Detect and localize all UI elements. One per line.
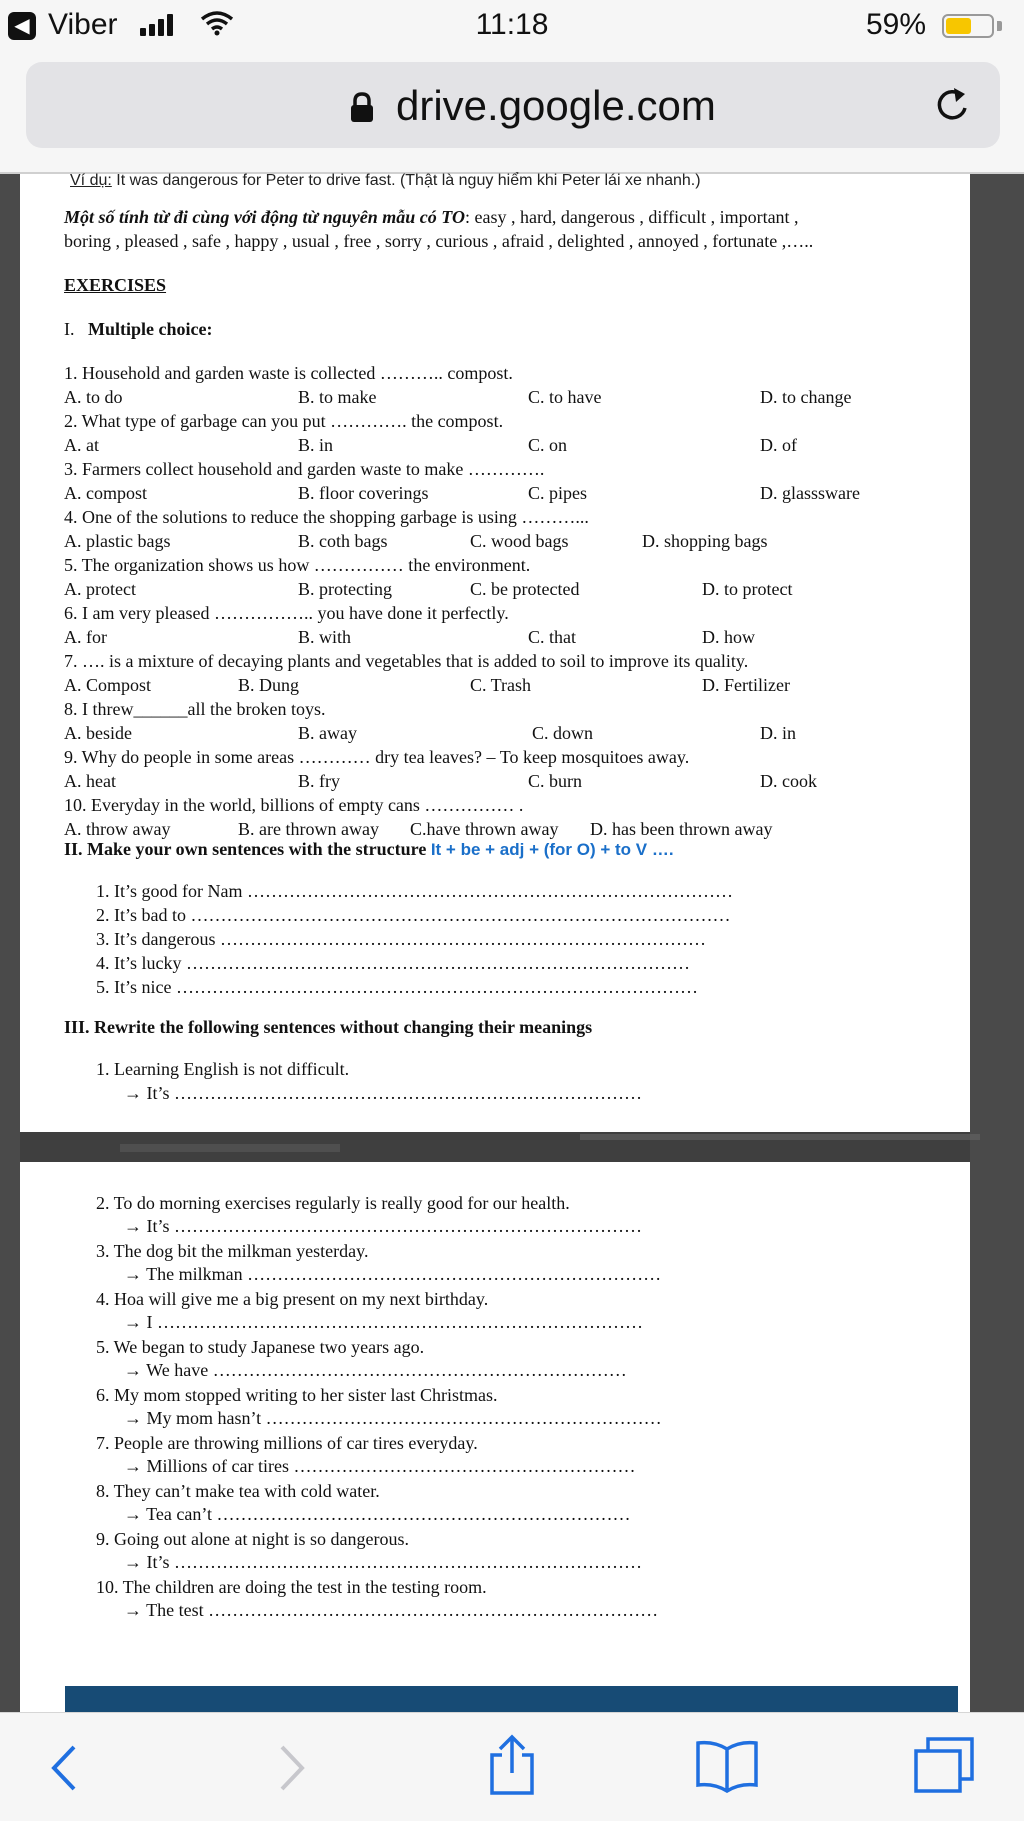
battery-tip — [997, 21, 1002, 31]
rewrite-sentence: 8. They can’t make tea with cold water. — [96, 1481, 380, 1501]
exercises-heading: EXERCISES — [64, 275, 167, 295]
option-a: A. to do — [64, 387, 123, 407]
page-footer-band — [65, 1686, 958, 1712]
question-text: 1. Household and garden waste is collected ……….. compost. — [64, 363, 513, 383]
forward-arrow-icon[interactable] — [276, 1743, 308, 1798]
option-b: B. floor coverings — [298, 483, 429, 503]
sentence-prompt: 2. It’s bad to ……………………………………………………………………………… — [96, 905, 731, 925]
option-a: A. Compost — [64, 675, 152, 695]
option-a: A. heat — [64, 771, 116, 791]
option-d: D. has been thrown away — [590, 819, 773, 839]
option-b: B. in — [298, 435, 334, 455]
option-c: C. be protected — [470, 579, 580, 599]
option-d: D. how — [702, 627, 755, 647]
option-b: B. with — [298, 627, 352, 647]
option-d: D. of — [760, 435, 797, 455]
rewrite-answer-line: → Millions of car tires ………………………………………………… — [124, 1456, 636, 1476]
option-a: A. for — [64, 627, 107, 647]
option-d: D. Fertilizer — [702, 675, 790, 695]
status-bar — [0, 0, 1024, 52]
question-text: 5. The organization shows us how …………… the environment. — [64, 555, 531, 575]
back-to-app-icon[interactable]: ◀ — [8, 12, 36, 40]
question-text: 2. What type of garbage can you put …………. the compost. — [64, 411, 504, 431]
option-b: B. Dung — [238, 675, 300, 695]
rewrite-answer-line: → My mom hasn’t ………………………………………………………… — [124, 1408, 662, 1428]
rewrite-answer-line: → Tea can’t …………………………………………………………… — [124, 1504, 631, 1524]
sentence-prompt: 1. It’s good for Nam ……………………………………………………………………… — [96, 881, 733, 901]
battery-percent: 59% — [865, 8, 926, 41]
question-text: 6. I am very pleased …………….. you have done it perfectly. — [64, 603, 509, 623]
rewrite-answer-line: → It’s …………………………………………………………………… — [124, 1216, 643, 1236]
url-text[interactable]: drive.google.com — [396, 82, 716, 129]
option-c: C. on — [528, 435, 568, 455]
option-a: A. throw away — [64, 819, 171, 839]
rewrite-answer-line: → It’s …………………………………………………………………… — [124, 1552, 643, 1572]
question-text: 4. One of the solutions to reduce the shopping garbage is using ………... — [64, 507, 589, 527]
rewrite-answer-line: → It’s …………………………………………………………………… — [124, 1083, 643, 1103]
option-d: D. glasssware — [760, 483, 860, 503]
section-2-heading: II. Make your own sentences with the structure It + be + adj + (for O) + to V …. — [64, 839, 674, 859]
option-b: B. to make — [298, 387, 377, 407]
rewrite-sentence: 10. The children are doing the test in the testing room. — [96, 1577, 487, 1597]
option-c: C.have thrown away — [410, 819, 559, 839]
safari-bottom-toolbar — [0, 1712, 1024, 1821]
option-d: D. in — [760, 723, 796, 743]
option-b: B. coth bags — [298, 531, 388, 551]
share-icon[interactable] — [484, 1733, 540, 1802]
option-c: C. pipes — [528, 483, 588, 503]
sentence-prompt: 5. It’s nice …………………………………………………………………………… — [96, 977, 698, 997]
browser-toolbar — [0, 52, 1024, 174]
sentence-prompt: 4. It’s lucky ………………………………………………………………………… — [96, 953, 690, 973]
option-a: A. plastic bags — [64, 531, 171, 551]
reload-icon[interactable] — [932, 82, 972, 131]
option-c: C. down — [532, 723, 594, 743]
section-3-heading: III. Rewrite the following sentences without changing their meanings — [64, 1017, 593, 1037]
adjectives-line-1: Một số tính từ đi cùng với động từ nguyên mẫu có TO: easy , hard, dangerous , difficult , important , — [64, 207, 799, 227]
back-arrow-icon[interactable] — [48, 1743, 80, 1798]
clock: 11:18 — [475, 8, 549, 41]
rewrite-sentence: 5. We began to study Japanese two years ago. — [96, 1337, 425, 1357]
rewrite-sentence: 1. Learning English is not difficult. — [96, 1059, 350, 1079]
option-d: D. shopping bags — [642, 531, 768, 551]
option-d: D. to change — [760, 387, 852, 407]
rewrite-answer-line: → The test ………………………………………………………………… — [124, 1600, 659, 1620]
rewrite-sentence: 7. People are throwing millions of car tires everyday. — [96, 1433, 478, 1453]
option-a: A. compost — [64, 483, 147, 503]
option-b: B. protecting — [298, 579, 392, 599]
option-c: C. that — [528, 627, 576, 647]
address-bar[interactable] — [26, 62, 1000, 148]
question-text: 10. Everyday in the world, billions of empty cans …………… . — [64, 795, 524, 815]
tabs-icon[interactable] — [912, 1735, 976, 1800]
rewrite-sentence: 9. Going out alone at night is so dangerous. — [96, 1529, 409, 1549]
rewrite-sentence: 2. To do morning exercises regularly is really good for our health. — [96, 1193, 570, 1213]
option-b: B. are thrown away — [238, 819, 379, 839]
question-text: 3. Farmers collect household and garden waste to make …………. — [64, 459, 545, 479]
option-c: C. to have — [528, 387, 602, 407]
option-d: D. to protect — [702, 579, 793, 599]
option-b: B. away — [298, 723, 357, 743]
document-page-1[interactable] — [20, 174, 970, 1132]
question-text: 9. Why do people in some areas ………… dry tea leaves? – To keep mosquitoes away. — [64, 747, 690, 767]
adjectives-line-2: boring , pleased , safe , happy , usual , free , sorry , curious , afraid , delighted , annoyed , fortunate ,….. — [64, 231, 814, 251]
page-gap — [20, 1132, 970, 1162]
lock-icon — [348, 92, 376, 129]
rewrite-answer-line: → I ……………………………………………………………………… — [124, 1312, 643, 1332]
option-c: C. wood bags — [470, 531, 569, 551]
option-b: B. fry — [298, 771, 340, 791]
option-d: D. cook — [760, 771, 817, 791]
option-a: A. at — [64, 435, 99, 455]
question-text: 8. I threw______all the broken toys. — [64, 699, 326, 719]
option-a: A. protect — [64, 579, 136, 599]
sentence-prompt: 3. It’s dangerous ……………………………………………………………………… — [96, 929, 706, 949]
rewrite-sentence: 4. Hoa will give me a big present on my next birthday. — [96, 1289, 489, 1309]
battery-icon — [942, 14, 994, 38]
rewrite-answer-line: → The milkman …………………………………………………………… — [124, 1264, 662, 1284]
question-text: 7. …. is a mixture of decaying plants and vegetables that is added to soil to improve its quality. — [64, 651, 749, 671]
back-app-label[interactable]: Viber — [48, 8, 118, 41]
option-a: A. beside — [64, 723, 132, 743]
rewrite-answer-line: → We have …………………………………………………………… — [124, 1360, 627, 1380]
option-c: C. burn — [528, 771, 582, 791]
bookmarks-icon[interactable] — [694, 1737, 760, 1798]
example-line: Ví dụ: It was dangerous for Peter to drive fast. (Thật là nguy hiểm khi Peter lái xe nhanh.) — [70, 172, 701, 189]
option-c: C. Trash — [470, 675, 532, 695]
rewrite-sentence: 6. My mom stopped writing to her sister last Christmas. — [96, 1385, 498, 1405]
document-page-2[interactable] — [20, 1162, 970, 1712]
section-1-heading: I. Multiple choice: — [64, 319, 213, 339]
rewrite-sentence: 3. The dog bit the milkman yesterday. — [96, 1241, 369, 1261]
